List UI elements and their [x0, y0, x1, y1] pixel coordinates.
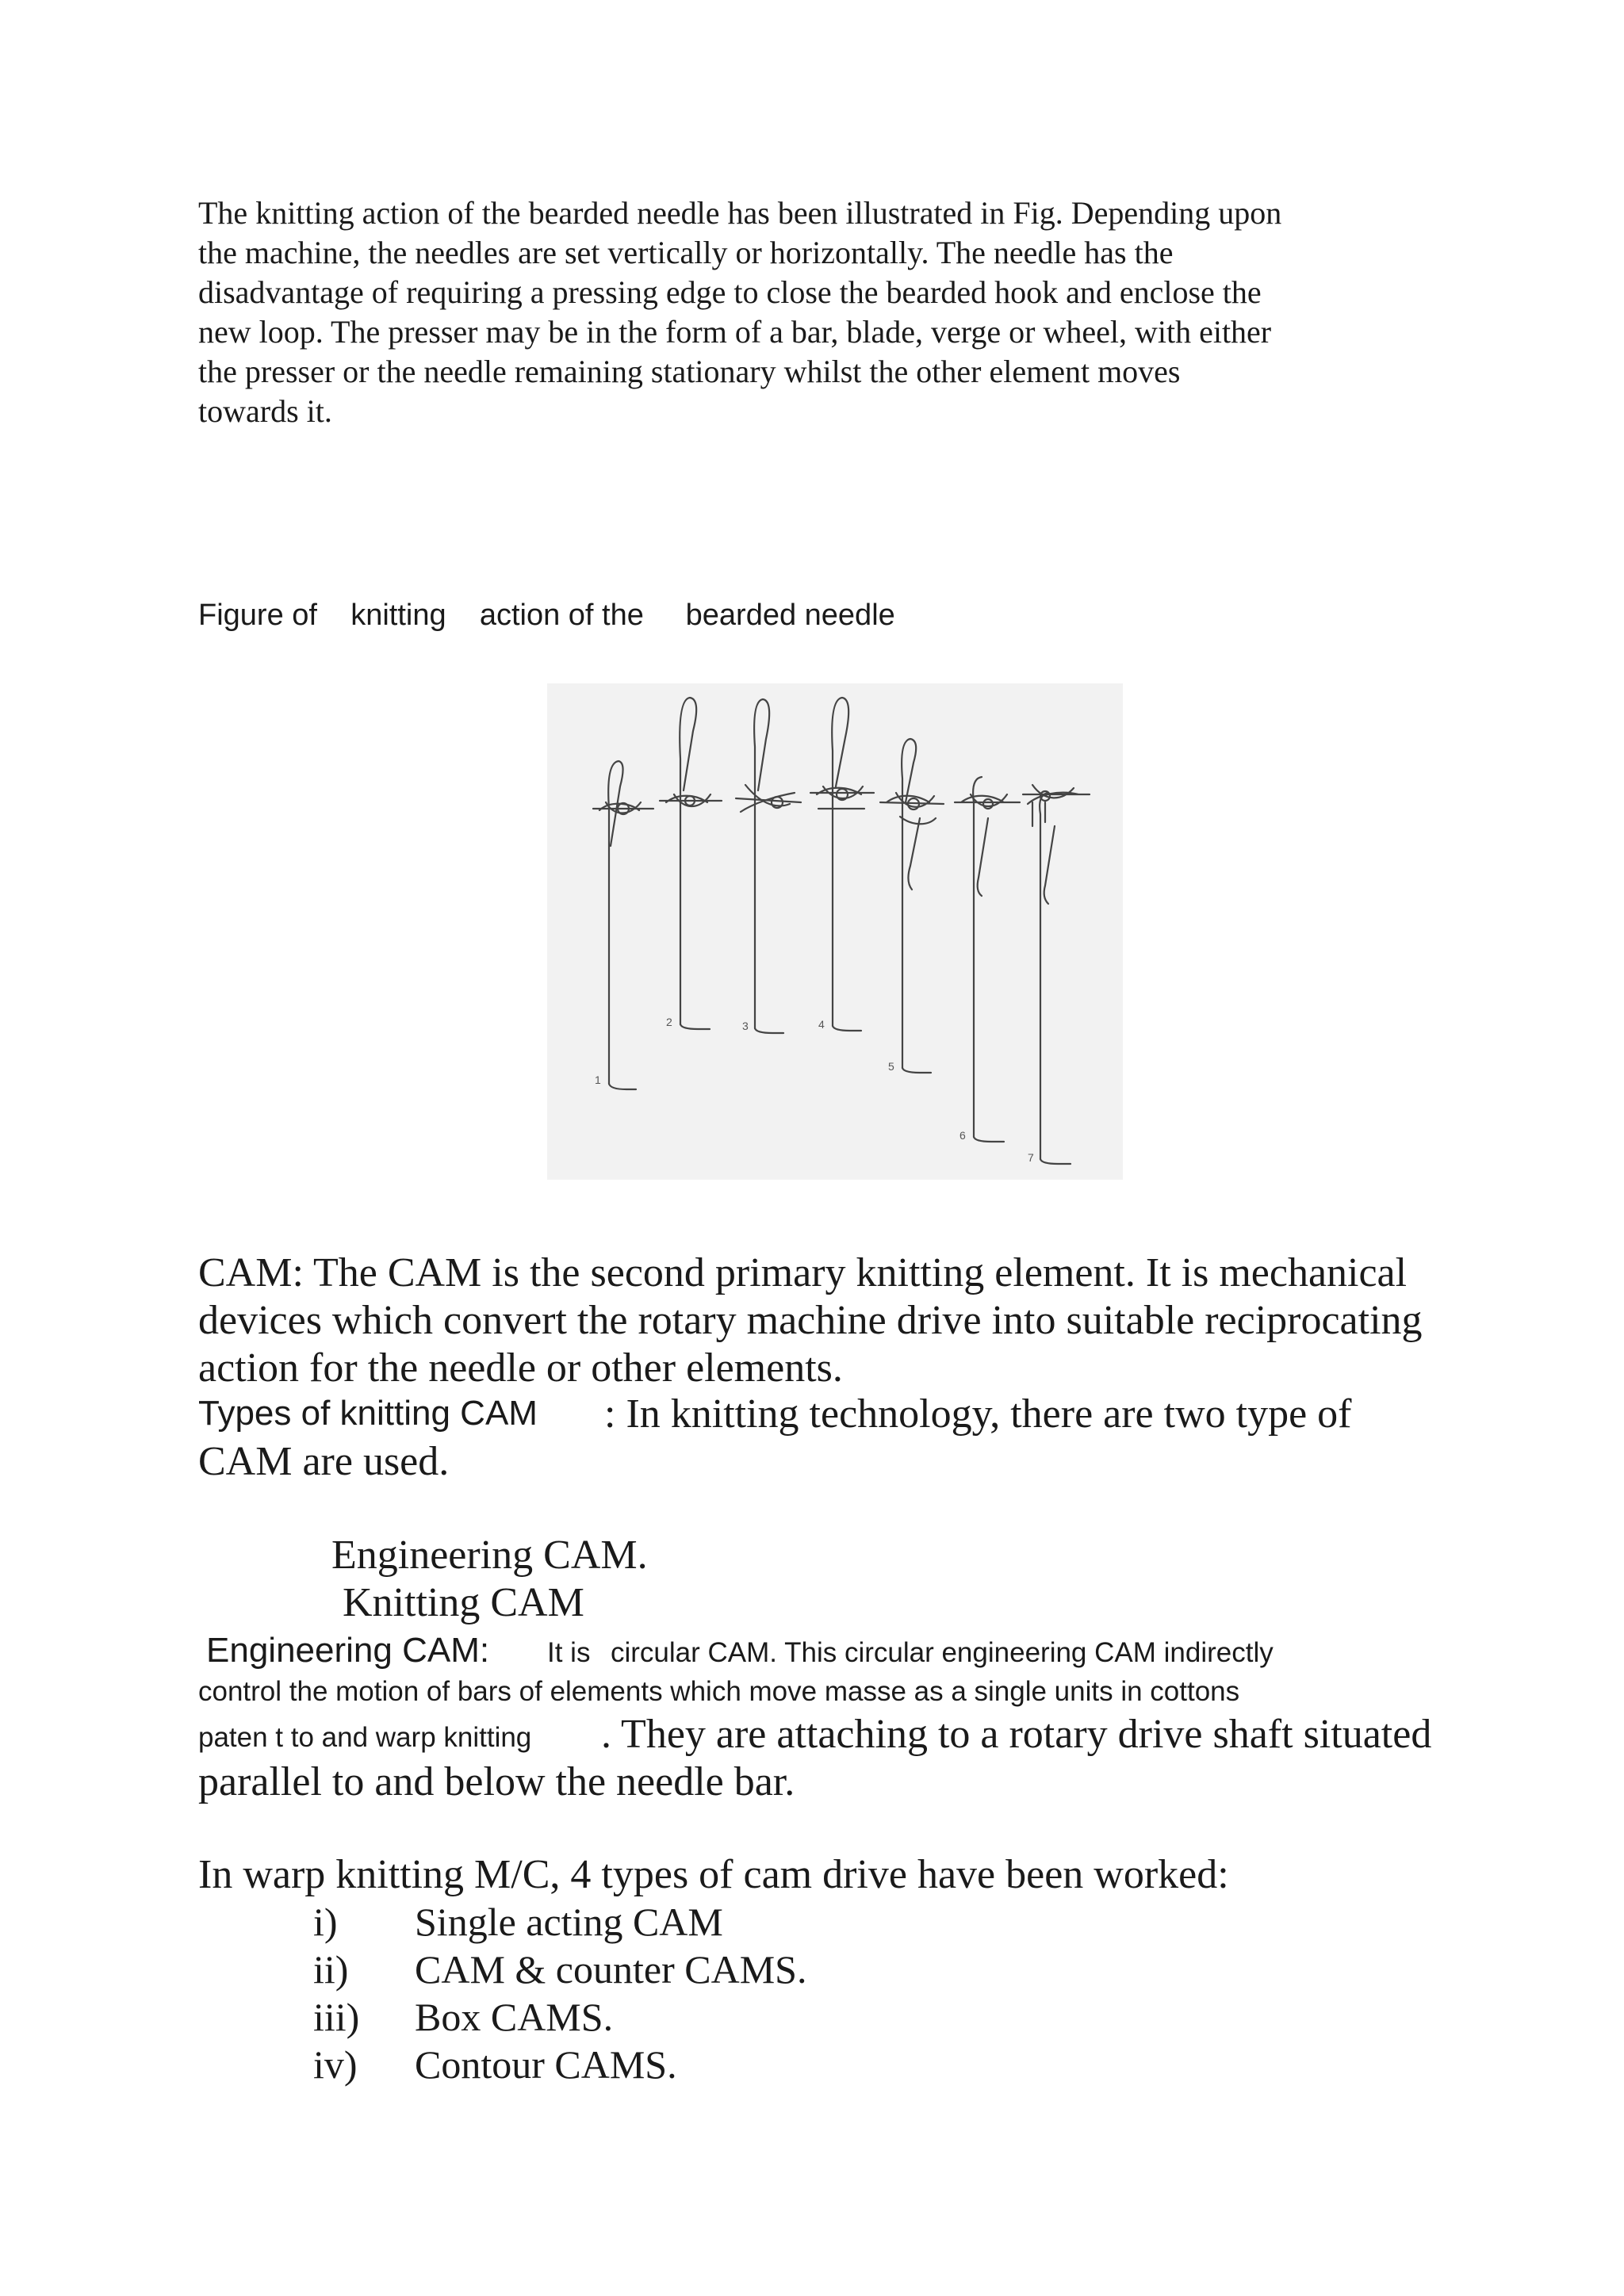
warp-list-item: Contour CAMS. — [415, 2042, 677, 2087]
warp-list-item: Single acting CAM — [415, 1900, 723, 1944]
needle-3-drawing — [736, 699, 801, 1033]
warp-intro: In warp knitting M/C, 4 types of cam drive have been worked: — [198, 1852, 1229, 1897]
needle-label: 1 — [595, 1073, 601, 1086]
warp-list-item: Box CAMS. — [415, 1995, 614, 2039]
engineering-cam-text: It is — [547, 1637, 591, 1668]
warp-list-number: i) — [313, 1900, 338, 1944]
warp-list-number: ii) — [313, 1947, 349, 1992]
needle-figure — [547, 683, 1123, 1180]
needle-4-drawing — [810, 698, 874, 1031]
engineering-cam-text: . They are attaching to a rotary drive shaft situated — [601, 1712, 1432, 1757]
needle-illustration — [547, 683, 1123, 1180]
types-list-item: Engineering CAM. — [331, 1533, 648, 1578]
needle-label: 3 — [742, 1020, 749, 1032]
needle-6-drawing — [955, 777, 1020, 1142]
types-heading: Types of knitting CAM — [198, 1394, 538, 1433]
needle-label: 2 — [666, 1016, 672, 1028]
intro-line: new loop. The presser may be in the form of a bar, blade, verge or wheel, with either — [198, 314, 1272, 350]
engineering-cam-text: control the motion of bars of elements which move masse as a single units in cottons — [198, 1676, 1240, 1707]
figure-caption: Figure of knitting action of the bearded needle — [198, 599, 895, 632]
engineering-cam-text: paten t to and warp knitting — [198, 1722, 532, 1753]
intro-line: towards it. — [198, 393, 332, 429]
warp-list-item: CAM & counter CAMS. — [415, 1947, 807, 1992]
engineering-cam-text: parallel to and below the needle bar. — [198, 1759, 795, 1804]
types-list-item: Knitting CAM — [343, 1580, 584, 1625]
intro-paragraph — [198, 193, 1451, 431]
types-text: : In knitting technology, there are two type of — [604, 1391, 1352, 1437]
intro-line: The knitting action of the bearded needle has been illustrated in Fig. Depending upon — [198, 195, 1282, 231]
needle-label: 7 — [1028, 1151, 1034, 1164]
engineering-cam-text: circular CAM. This circular engineering CAM indirectly — [611, 1637, 1274, 1668]
needle-label: 4 — [818, 1018, 825, 1031]
needle-1-drawing — [593, 761, 653, 1089]
types-text-continued: CAM are used. — [198, 1439, 450, 1484]
cam-line: CAM: The CAM is the second primary knitting element. It is mechanical — [198, 1250, 1408, 1295]
needle-5-drawing — [880, 739, 944, 1073]
cam-line: devices which convert the rotary machine drive into suitable reciprocating — [198, 1298, 1423, 1343]
intro-line: disadvantage of requiring a pressing edge to close the bearded hook and enclose the — [198, 274, 1262, 310]
warp-list-number: iv) — [313, 2042, 358, 2087]
needle-label: 5 — [888, 1060, 894, 1073]
needle-2-drawing — [660, 698, 722, 1029]
cam-line: action for the needle or other elements. — [198, 1345, 843, 1391]
engineering-cam-heading: Engineering CAM: — [206, 1631, 490, 1670]
needle-label: 6 — [959, 1129, 966, 1142]
warp-list-number: iii) — [313, 1995, 360, 2039]
intro-line: the presser or the needle remaining stationary whilst the other element moves — [198, 354, 1181, 389]
needle-7-drawing — [1023, 785, 1090, 1164]
intro-line: the machine, the needles are set vertically or horizontally. The needle has the — [198, 235, 1174, 270]
